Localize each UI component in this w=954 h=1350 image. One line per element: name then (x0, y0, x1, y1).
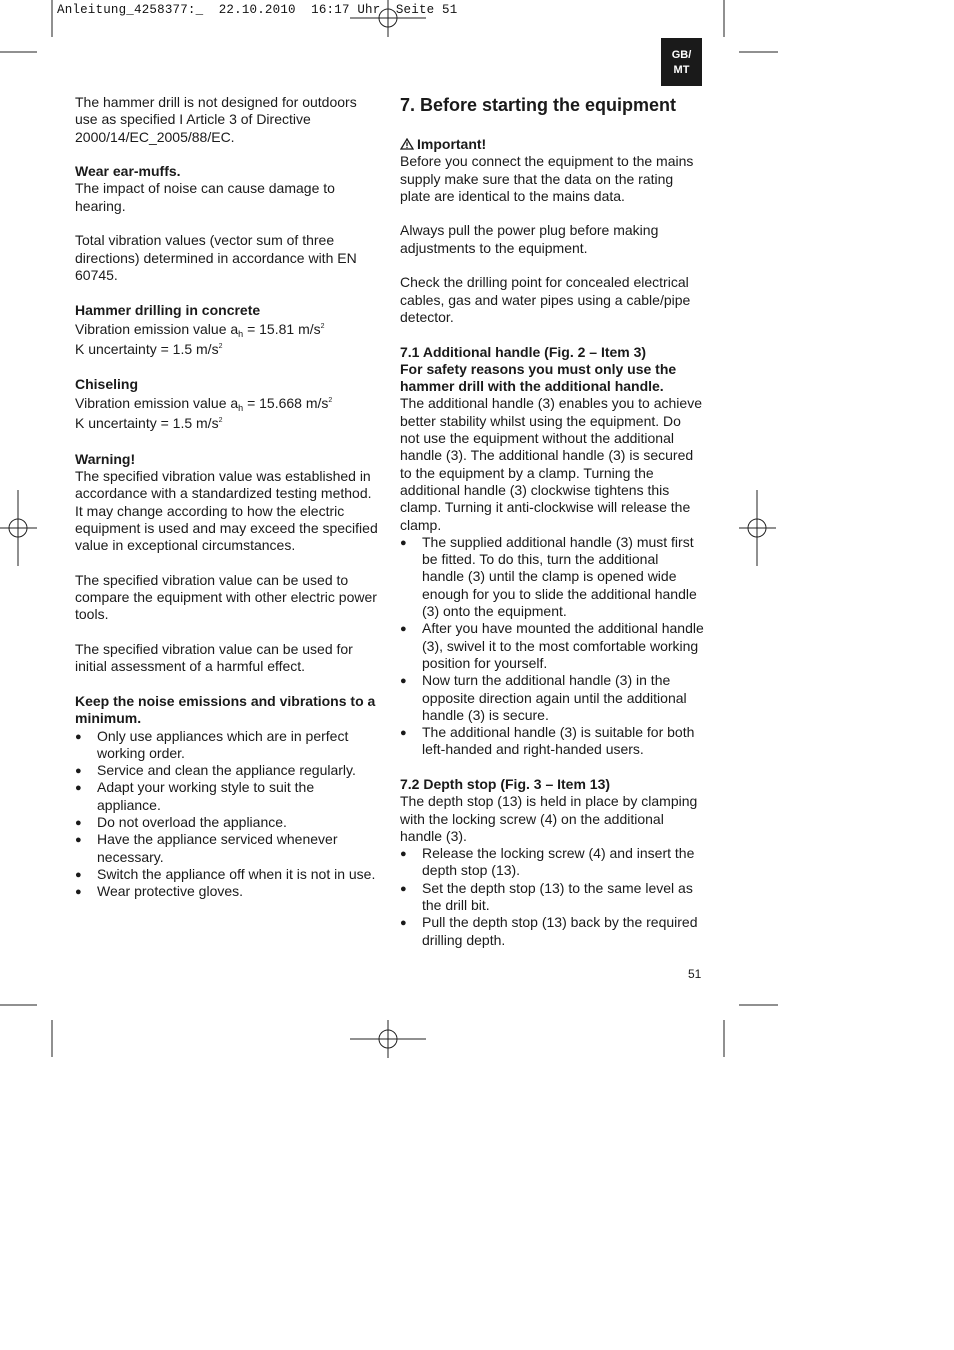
depth-stop-bullets (400, 845, 704, 949)
registration-mark-left (0, 490, 37, 566)
list-item: ● Wear protective gloves. (75, 883, 380, 900)
list-item: ● Pull the depth stop (13) back by the required drilling depth. (400, 914, 704, 949)
right-column (400, 94, 704, 949)
page-number: 51 (688, 967, 702, 981)
depth-stop-text: The depth stop (13) is held in place by clamping with the locking screw (4) on the additional handle (3). (400, 793, 698, 844)
list-item: ● Service and clean the appliance regularly. (75, 762, 380, 779)
additional-handle-bullets (400, 534, 704, 759)
list-item: ● Switch the appliance off when it is not in use. (75, 866, 380, 883)
list-item: ● Now turn the additional handle (3) in the opposite direction again until the additional handle (3) is secure. (400, 672, 704, 724)
language-tab (661, 38, 702, 86)
list-item: ● The additional handle (3) is suitable for both left-handed and right-handed users. (400, 724, 704, 759)
registration-mark-right (739, 490, 776, 566)
list-item: ● Release the locking screw (4) and insert the depth stop (13). (400, 845, 704, 880)
warning-triangle-icon (400, 138, 414, 150)
list-item: ● The supplied additional handle (3) must first be fitted. To do this, turn the additional handle (3) until the clamp is opened wide enough for you to slide the additional handle (3) onto the equipment. (400, 534, 704, 620)
ear-muffs-heading: Wear ear-muffs. (75, 163, 181, 180)
initial-assessment-text: The specified vibration value can be used for initial assessment of a harmful effect. (75, 641, 353, 675)
additional-handle-text: The additional handle (3) enables you to achieve better stability whilst using the equipment. Do not use the equipment without the additional handle (3). The additional handle (3) is secured to the equipment by a clamp. Turning the additional handle (3) clockwise tightens this clamp. Turning it anti-clockwise will release the clamp. (400, 395, 702, 533)
check-drilling-text: Check the drilling point for concealed electrical cables, gas and water pipes using a cable/pipe detector. (400, 274, 691, 325)
warning-text: The specified vibration value was established in accordance with a standardized testing method. It may change according to how the electric equipment is used and may exceed the specified value in exceptional circumstances. (75, 468, 378, 554)
chisel-uncertainty-line: K uncertainty = 1.5 $m/s^2$ (75, 415, 223, 432)
language-tab-line2: MT (673, 64, 690, 76)
language-tab-line1: GB/ (671, 49, 692, 61)
outdoor-notice: The hammer drill is not designed for outdoors use as specified I Article 3 of Directive 2000/14/EC_2005/88/EC. (75, 94, 357, 145)
list-item: ● Only use appliances which are in perfect working order. (75, 728, 380, 763)
ear-muffs-text: The impact of noise can cause damage to hearing. (75, 180, 335, 214)
list-item: ● Set the depth stop (13) to the same level as the drill bit. (400, 880, 704, 915)
pull-plug-text: Always pull the power plug before making adjustments to the equipment. (400, 222, 659, 256)
additional-handle-safety: For safety reasons you must only use the hammer drill with the additional handle. (400, 360, 677, 395)
chiseling-heading: Chiseling (75, 376, 139, 393)
hammer-drilling-heading: Hammer drilling in concrete (75, 301, 261, 318)
list-item: ● After you have mounted the additional handle (3), swivel it to the most comfortable working position for yourself. (400, 620, 704, 672)
registration-mark-top (350, 0, 426, 37)
total-vibration-text: Total vibration values (vector sum of three directions) determined in accordance with EN 60745. (75, 232, 357, 283)
list-item: ● Have the appliance serviced whenever necessary. (75, 831, 380, 866)
additional-handle-heading: 7.1 Additional handle (Fig. 2 – Item 3) (400, 343, 647, 360)
compare-text: The specified vibration value can be used to compare the equipment with other electric power tools. (75, 571, 377, 623)
important-text: Before you connect the equipment to the mains supply make sure that the data on the rating plate are identical to the mains data. (400, 153, 694, 204)
list-item: ● Adapt your working style to suit the appliance. (75, 779, 380, 814)
keep-emissions-heading: Keep the noise emissions and vibrations to a minimum. (75, 692, 376, 727)
section-title: 7. Before starting the equipment (400, 95, 677, 115)
list-item: ● Do not overload the appliance. (75, 814, 380, 831)
chisel-emission-line: Vibration emission value $a_h = 15.668$ $m/s^2$ (75, 395, 333, 414)
depth-stop-heading: 7.2 Depth stop (Fig. 3 – Item 13) (400, 775, 611, 792)
left-column (75, 94, 380, 900)
print-slug: Anleitung_4258377:_ 22.10.2010 16:17 Uhr Seite 51 (57, 3, 458, 17)
important-label: Important! (400, 136, 704, 153)
warning-heading: Warning! (75, 450, 136, 467)
emission-bullets (75, 728, 380, 901)
hammer-emission-line: Vibration emission value $a_h = 15.81$ $m/s^2$ (75, 320, 325, 339)
registration-mark-bottom (350, 1020, 426, 1058)
hammer-uncertainty-line: K uncertainty = 1.5 $m/s^2$ (75, 340, 223, 357)
